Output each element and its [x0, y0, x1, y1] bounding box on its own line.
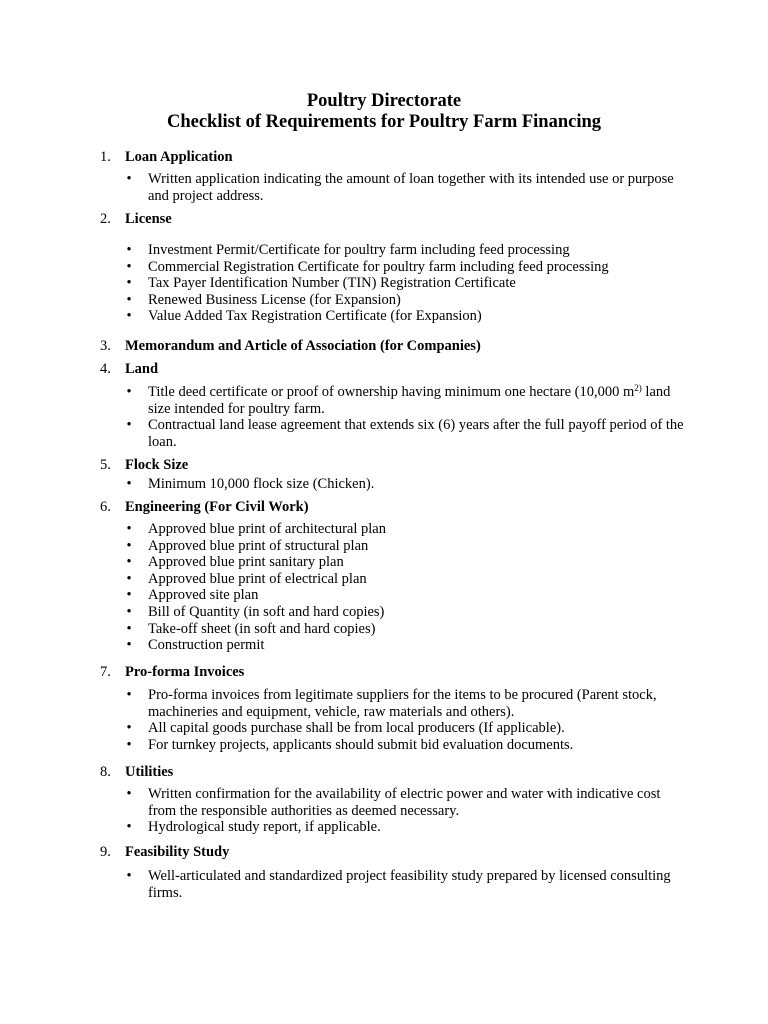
list-item — [124, 384, 684, 417]
list-item — [124, 242, 684, 259]
section-items-license — [124, 242, 684, 325]
list-item-text: Minimum 10,000 flock size (Chicken). — [148, 476, 375, 492]
section-title: Loan Application — [125, 149, 233, 165]
section-items-pro-forma — [124, 687, 684, 753]
list-item-text: Approved blue print of electrical plan — [148, 570, 367, 587]
list-item-text: Approved blue print of architectural plan — [148, 521, 386, 537]
bullet-icon: • — [126, 171, 132, 187]
section-number: 8. — [100, 764, 111, 780]
list-item-text: For turnkey projects, applicants should submit bid evaluation documents. — [148, 736, 574, 753]
list-item — [124, 571, 684, 588]
list-item-text: Title deed certificate or proof of ownership having minimum one hectare (10,000 m — [148, 384, 635, 400]
list-item — [124, 521, 684, 538]
document-title: Poultry Directorate — [306, 91, 462, 111]
list-item — [124, 259, 684, 276]
bullet-icon: • — [126, 554, 132, 571]
bullet-icon: • — [126, 620, 132, 637]
bullet-icon: • — [126, 736, 132, 753]
section-items-land — [124, 384, 684, 450]
list-item-text: Construction permit — [148, 637, 265, 654]
section-number: 5. — [100, 457, 111, 473]
list-item-text: Value Added Tax Registration Certificate (for Expansion) — [148, 308, 482, 325]
section-title: Pro-forma Invoices — [125, 664, 245, 680]
bullet-icon: • — [126, 720, 132, 737]
list-item-text: land size intended for poultry farm. — [148, 384, 671, 417]
bullet-icon: • — [126, 242, 132, 258]
section-number: 3. — [100, 338, 111, 354]
list-item — [124, 417, 684, 450]
section-heading-flock-size — [100, 456, 188, 474]
list-item — [124, 868, 684, 901]
list-item-text: Approved blue print sanitary plan — [148, 554, 344, 571]
section-title: Land — [125, 361, 159, 377]
bullet-icon: • — [126, 603, 132, 620]
list-item — [124, 621, 684, 638]
section-number: 2. — [100, 211, 111, 227]
list-item-text: Approved blue print of structural plan — [148, 537, 369, 554]
section-heading-utilities — [100, 763, 173, 781]
list-item-text: Investment Permit/Certificate for poultry farm including feed processing — [148, 242, 570, 258]
section-title: Flock Size — [125, 457, 189, 473]
list-item — [124, 587, 684, 604]
list-item-text: Renewed Business License (for Expansion) — [148, 291, 401, 308]
section-heading-engineering — [100, 498, 309, 516]
bullet-icon: • — [126, 384, 132, 400]
section-number: 7. — [100, 664, 111, 680]
bullet-icon: • — [126, 275, 132, 292]
list-item — [124, 786, 684, 819]
section-items-flock-size — [124, 476, 684, 493]
list-item-text: Written confirmation for the availability of electric power and water with indicative cost from the responsible authorities as deemed necessary. — [148, 786, 661, 819]
section-title: Engineering (For Civil Work) — [125, 499, 309, 515]
list-item — [124, 275, 684, 292]
section-items-utilities — [124, 786, 684, 836]
bullet-icon: • — [126, 687, 132, 703]
list-item-text: Pro-forma invoices from legitimate suppliers for the items to be procured (Parent stock, machineries and equipment, vehicle, raw materials and others). — [148, 687, 657, 720]
superscript: 2) — [634, 383, 642, 393]
list-item-text: All capital goods purchase shall be from local producers (If applicable). — [148, 720, 565, 737]
list-item — [124, 171, 684, 204]
list-item — [124, 476, 684, 493]
bullet-icon: • — [126, 476, 132, 492]
section-number: 9. — [100, 844, 111, 860]
section-heading-land — [100, 360, 158, 378]
bullet-icon: • — [126, 258, 132, 275]
bullet-icon: • — [126, 637, 132, 654]
section-number: 4. — [100, 361, 111, 377]
list-item — [124, 308, 684, 325]
list-item-text: Take-off sheet (in soft and hard copies) — [148, 620, 376, 637]
list-item-text: Commercial Registration Certificate for poultry farm including feed processing — [148, 258, 609, 275]
list-item-text: Contractual land lease agreement that extends six (6) years after the full payoff period of the loan. — [148, 417, 684, 450]
section-title: Memorandum and Article of Association (for Companies) — [125, 338, 481, 354]
list-item — [124, 292, 684, 309]
list-item — [124, 538, 684, 555]
bullet-icon: • — [126, 521, 132, 537]
section-title: Feasibility Study — [125, 844, 230, 860]
section-heading-license — [100, 210, 172, 228]
list-item — [124, 637, 684, 654]
bullet-icon: • — [126, 537, 132, 554]
bullet-icon: • — [126, 819, 132, 836]
list-item-text: Bill of Quantity (in soft and hard copies) — [148, 603, 385, 620]
list-item — [124, 720, 684, 737]
section-items-engineering — [124, 521, 684, 654]
section-number: 1. — [100, 149, 111, 165]
section-title: Utilities — [125, 764, 174, 780]
section-heading-feasibility — [100, 843, 229, 861]
section-heading-memorandum — [100, 337, 481, 355]
bullet-icon: • — [126, 868, 132, 884]
section-heading-pro-forma — [100, 663, 244, 681]
bullet-icon: • — [126, 587, 132, 604]
section-number: 6. — [100, 499, 111, 515]
section-heading-loan-application — [100, 148, 233, 166]
bullet-icon: • — [126, 291, 132, 308]
list-item — [124, 554, 684, 571]
bullet-icon: • — [126, 417, 132, 434]
section-items-feasibility — [124, 868, 684, 901]
bullet-icon: • — [126, 570, 132, 587]
list-item — [124, 687, 684, 720]
section-items-loan-application — [124, 171, 684, 204]
list-item-text: Hydrological study report, if applicable. — [148, 819, 381, 836]
list-item-text: Written application indicating the amount of loan together with its intended use or purpose and project address. — [148, 171, 674, 204]
list-item — [124, 819, 684, 836]
bullet-icon: • — [126, 308, 132, 325]
list-item — [124, 737, 684, 754]
list-item-text: Approved site plan — [148, 587, 259, 604]
section-title: License — [125, 211, 172, 227]
bullet-icon: • — [126, 786, 132, 802]
document-subtitle: Checklist of Requirements for Poultry Farm Financing — [166, 112, 602, 132]
list-item-text: Tax Payer Identification Number (TIN) Registration Certificate — [148, 275, 516, 292]
list-item-text: Well-articulated and standardized project feasibility study prepared by licensed consulting firms. — [148, 868, 671, 901]
list-item — [124, 604, 684, 621]
